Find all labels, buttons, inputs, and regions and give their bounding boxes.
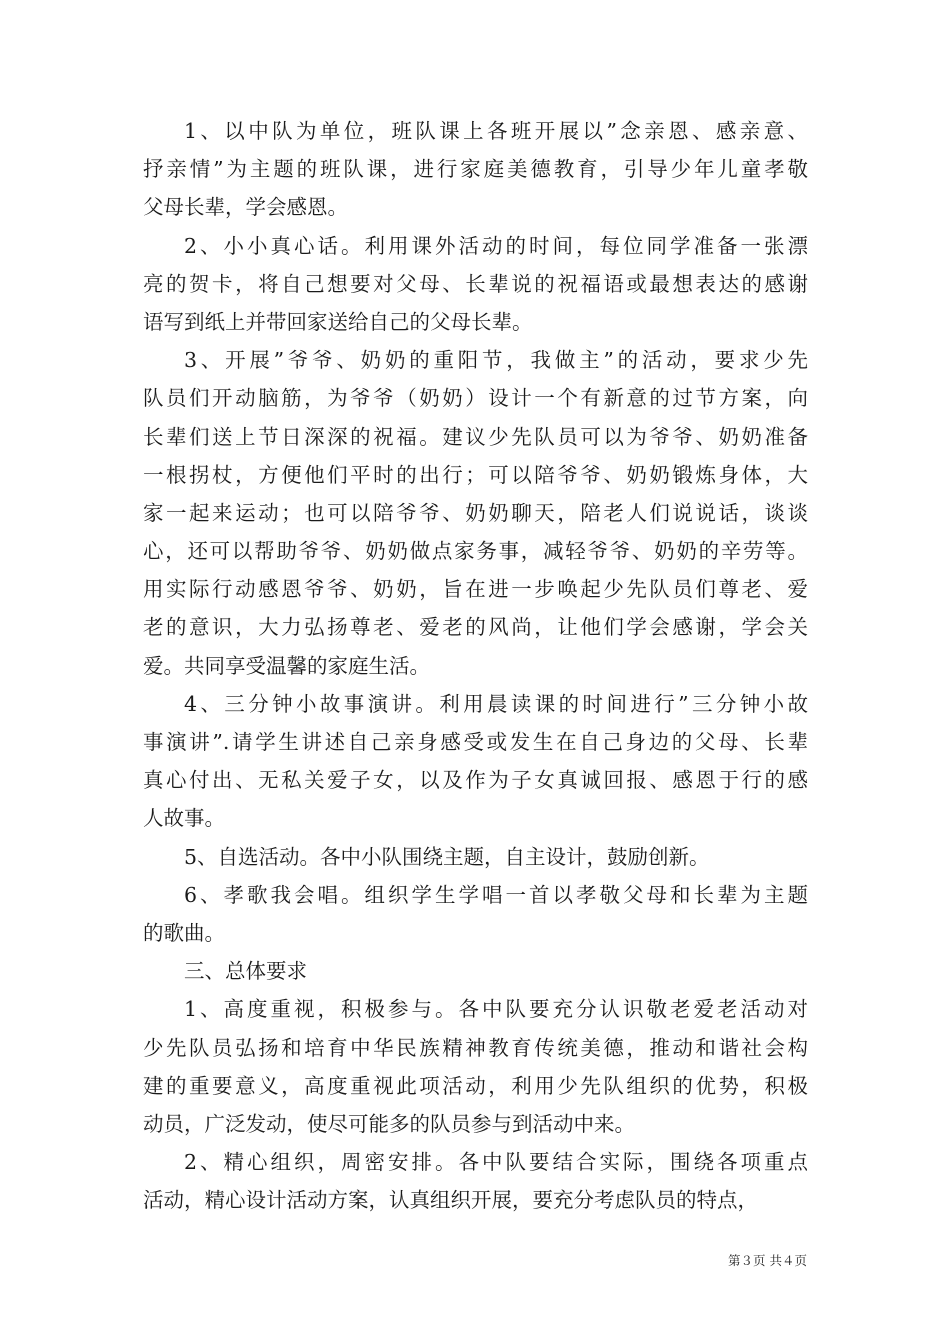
text-line: 语写到纸上并带回家送给自己的父母长辈。 — [143, 309, 533, 334]
text-line: 5、自选活动。各中小队围绕主题，自主设计，鼓励创新。 — [184, 844, 710, 869]
paragraph — [143, 876, 808, 952]
text-line: 父母长辈，学会感恩。 — [143, 195, 348, 220]
text-line: 长辈们送上节日深深的祝福。建议少先队员可以为爷爷、奶奶准备 — [143, 424, 808, 449]
text-line: 心，还可以帮助爷爷、奶奶做点家务事，减轻爷爷、奶奶的辛劳等。 — [143, 539, 808, 564]
text-line: 活动，精心设计活动方案，认真组织开展，要充分考虑队员的特点， — [143, 1188, 758, 1213]
text-line: 爱。共同享受温馨的家庭生活。 — [143, 653, 430, 678]
paragraph — [143, 341, 808, 685]
text-line: 4、三分钟小故事演讲。利用晨读课的时间进行”三分钟小故 — [184, 691, 808, 716]
text-line: 3、开展”爷爷、奶奶的重阳节，我做主”的活动，要求少先 — [184, 348, 808, 373]
text-line: 1、高度重视，积极参与。各中队要充分认识敬老爱老活动对 — [184, 997, 808, 1022]
text-line: 少先队员弘扬和培育中华民族精神教育传统美德，推动和谐社会构 — [143, 1035, 808, 1060]
document-body — [143, 112, 808, 1219]
text-line: 三、总体要求 — [184, 959, 307, 984]
text-line: 2、小小真心话。利用课外活动的时间，每位同学准备一张漂 — [184, 233, 808, 258]
text-line: 事演讲”.请学生讲述自己亲身感受或发生在自己身边的父母、长辈 — [143, 730, 808, 754]
text-line: 真心付出、无私关爱子女，以及作为子女真诚回报、感恩于行的感 — [143, 768, 808, 793]
text-line: 队员们开动脑筋，为爷爷（奶奶）设计一个有新意的过节方案，向 — [143, 386, 808, 411]
text-line: 老的意识，大力弘扬尊老、爱老的风尚，让他们学会感谢，学会关 — [143, 615, 808, 640]
text-line: 一根拐杖，方便他们平时的出行；可以陪爷爷、奶奶锻炼身体，大 — [143, 462, 808, 487]
text-line: 的歌曲。 — [143, 920, 225, 945]
paragraph — [143, 112, 808, 227]
text-line: 家一起来运动；也可以陪爷爷、奶奶聊天，陪老人们说说话，谈谈 — [143, 500, 808, 525]
paragraph — [143, 227, 808, 342]
text-line: 建的重要意义，高度重视此项活动，利用少先队组织的优势，积极 — [143, 1073, 808, 1098]
text-line: 人故事。 — [143, 806, 225, 831]
paragraph — [143, 838, 808, 876]
text-line: 抒亲情”为主题的班队课，进行家庭美德教育，引导少年儿童孝敬 — [143, 157, 808, 182]
paragraph — [143, 685, 808, 838]
page-number: 第３页 共４页 — [728, 1253, 807, 1268]
paragraph — [143, 952, 808, 990]
text-line: 2、精心组织，周密安排。各中队要结合实际，围绕各项重点 — [184, 1150, 808, 1175]
text-line: 动员，广泛发动，使尽可能多的队员参与到活动中来。 — [143, 1111, 635, 1136]
text-line: 亮的贺卡，将自己想要对父母、长辈说的祝福语或最想表达的感谢 — [143, 271, 808, 296]
text-line: 1、以中队为单位，班队课上各班开展以”念亲恩、感亲意、 — [184, 119, 808, 143]
text-line: 6、孝歌我会唱。组织学生学唱一首以孝敬父母和长辈为主题 — [184, 882, 808, 907]
paragraph — [143, 990, 808, 1143]
text-line: 用实际行动感恩爷爷、奶奶，旨在进一步唤起少先队员们尊老、爱 — [143, 577, 808, 602]
paragraph — [143, 1143, 808, 1219]
